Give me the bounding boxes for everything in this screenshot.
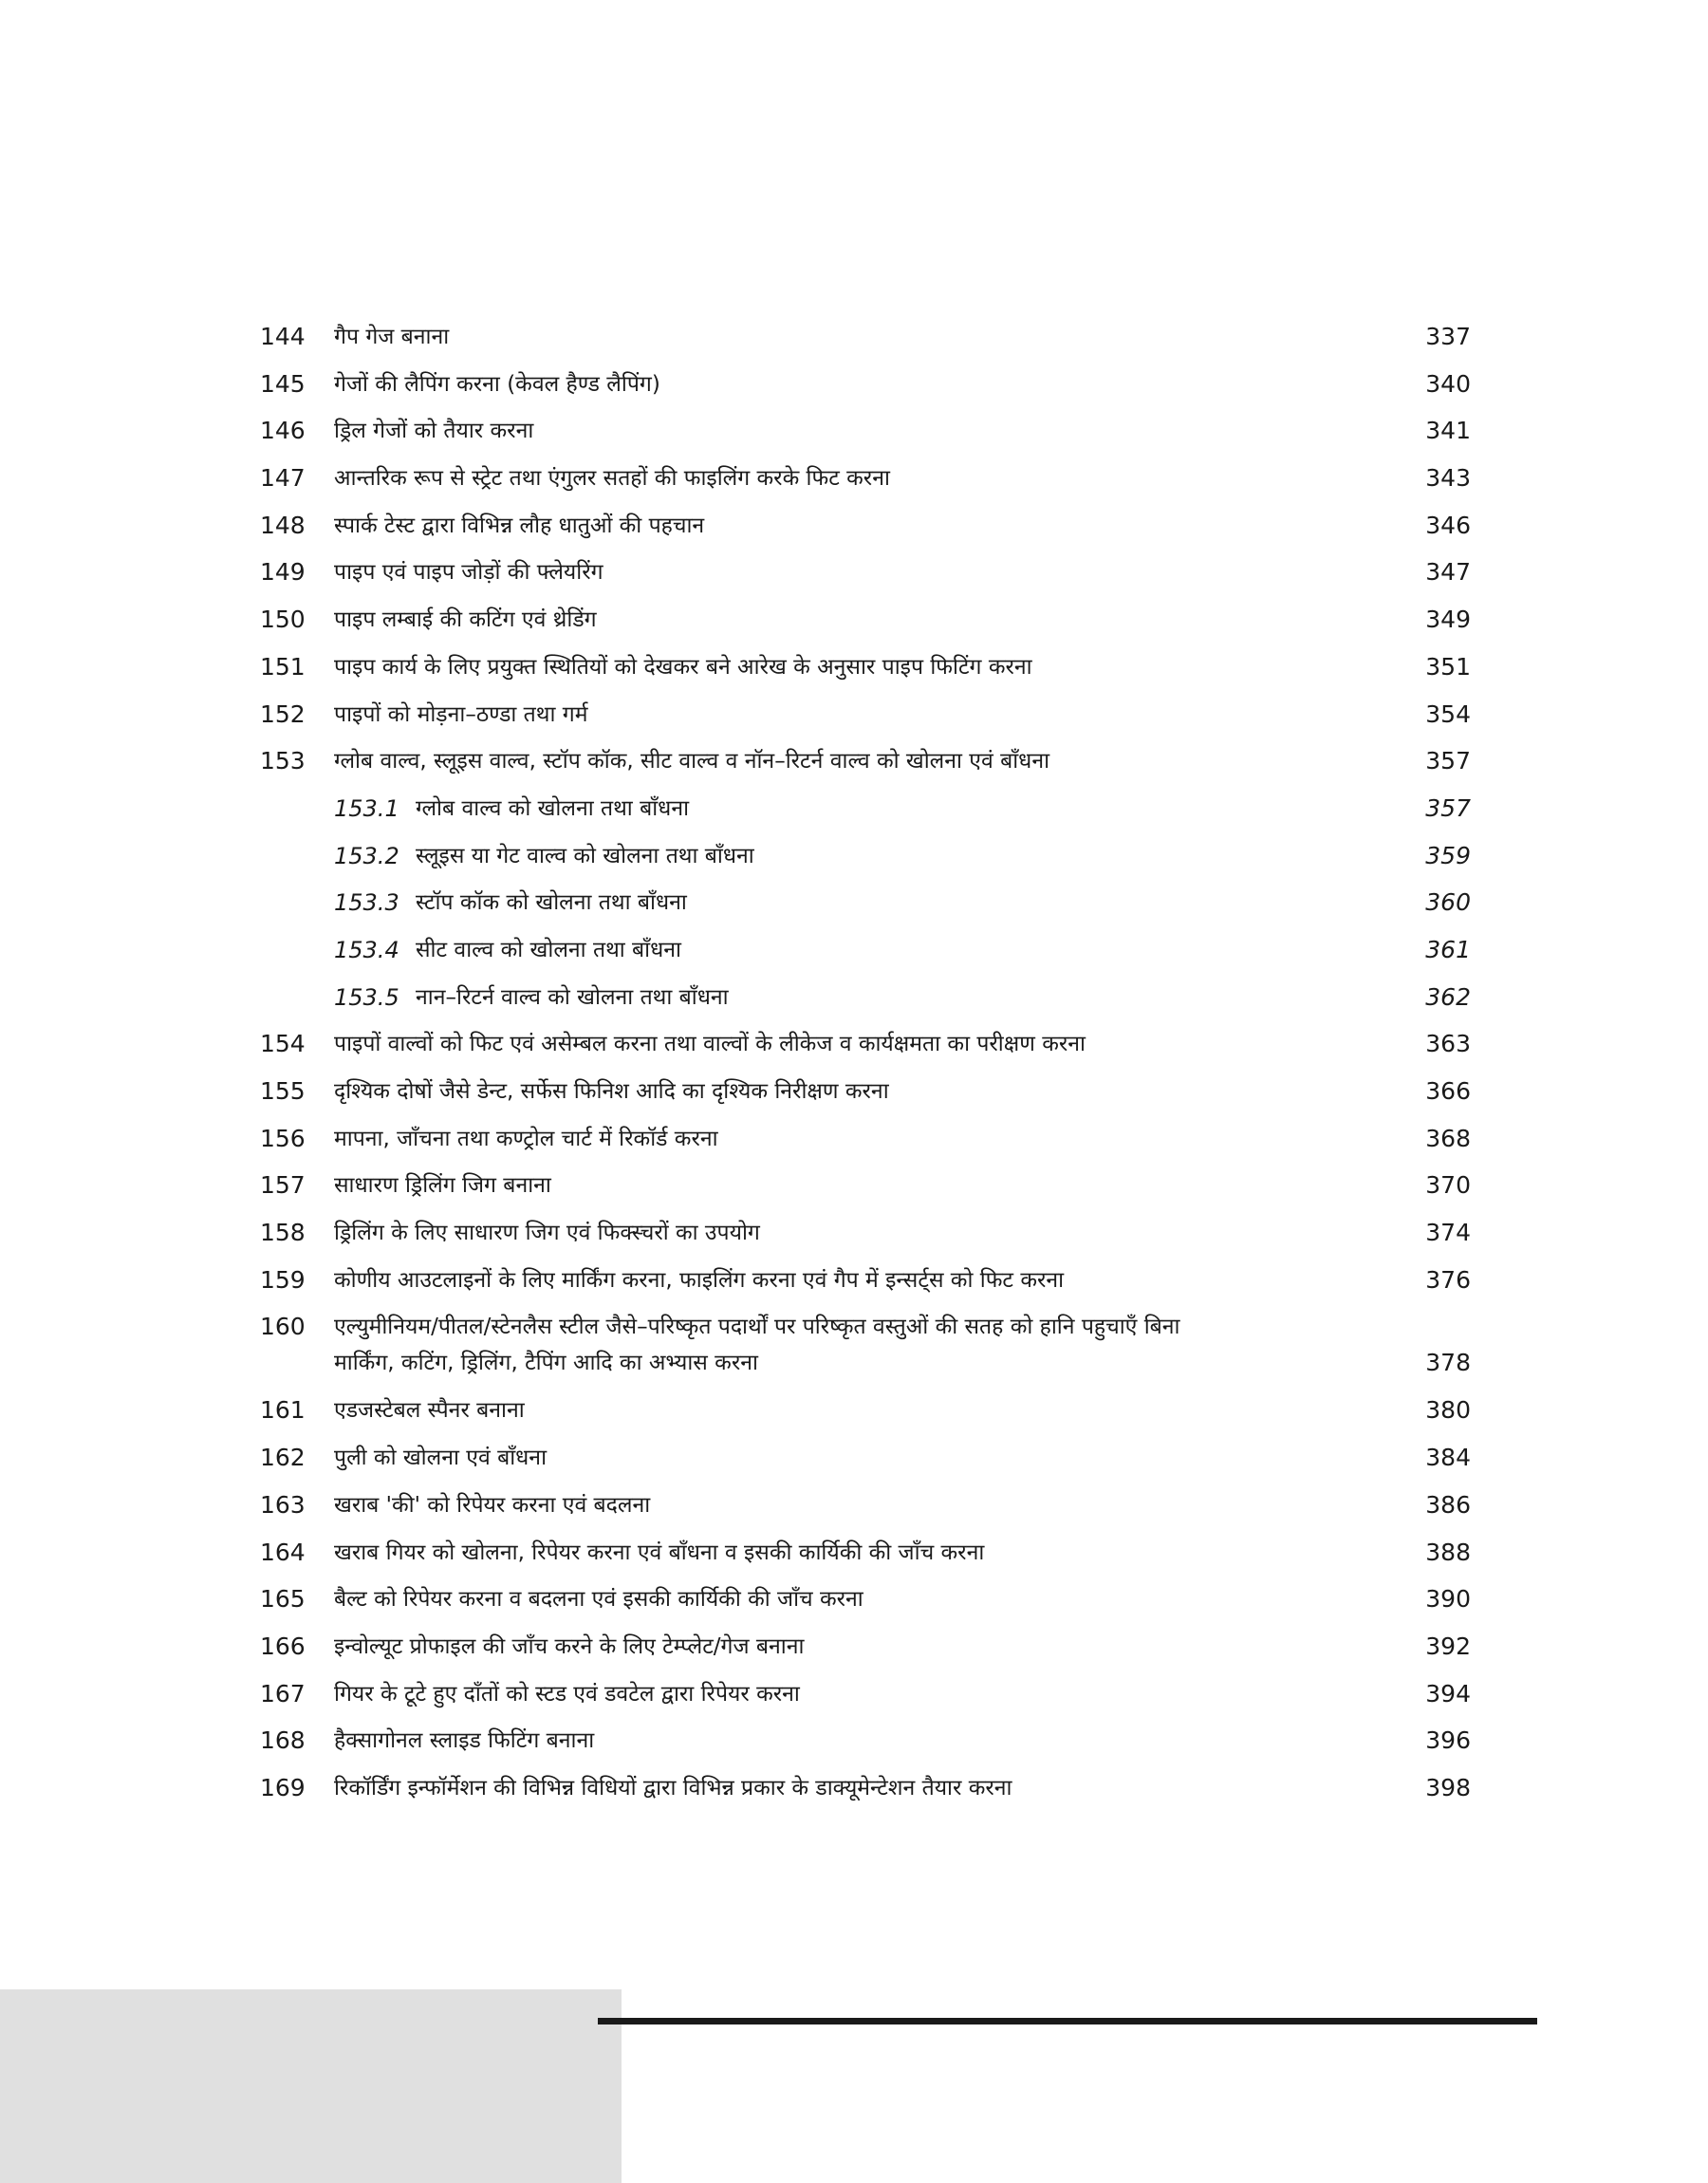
entry-title: पाइप एवं पाइप जोड़ों की फ्लेयरिंग	[334, 560, 603, 586]
footer-rule	[598, 2018, 1537, 2024]
entry-number: 166	[260, 1632, 306, 1660]
entry-number: 144	[260, 323, 306, 350]
entry-page: 380	[1425, 1396, 1471, 1425]
entry-page: 354	[1425, 700, 1471, 728]
entry-title: कोणीय आउटलाइनों के लिए मार्किंग करना, फाइलिंग करना एवं गैप में इन्सर्ट्स को फिट करना	[334, 1267, 1065, 1293]
subentry-title: स्टॉप कॉक को खोलना तथा बाँधना	[416, 890, 687, 916]
subentry-page: 357	[1425, 793, 1471, 822]
entry-page: 368	[1425, 1124, 1471, 1152]
entry-page: 351	[1425, 652, 1471, 681]
subentry-number: 153.5	[334, 983, 399, 1011]
entry-page: 374	[1425, 1219, 1471, 1247]
subentry-title: सीट वाल्व को खोलना तथा बाँधना	[416, 937, 681, 962]
entry-number: 156	[260, 1124, 306, 1152]
entry-title: रिकॉर्डिंग इन्फॉर्मेशन की विभिन्न विधियों द्वारा विभिन्न प्रकार के डाक्यूमेन्टेशन तैयार करना	[334, 1775, 1012, 1801]
toc-entry	[0, 1678, 1708, 1726]
entry-page: 384	[1425, 1444, 1471, 1472]
entry-title: गियर के टूटे हुए दाँतों को स्टड एवं डवटेल द्वारा रिपेयर करना	[334, 1681, 800, 1707]
entry-page: 394	[1425, 1679, 1471, 1707]
toc-entry	[0, 604, 1708, 651]
entry-title: दृश्यिक दोषों जैसे डेन्ट, सर्फेस फिनिश आदि का दृश्यिक निरीक्षण करना	[334, 1079, 889, 1104]
entry-title: हैक्सागोनल स्लाइड फिटिंग बनाना	[334, 1728, 595, 1754]
toc-subentry	[0, 886, 1708, 934]
entry-title: पाइप कार्य के लिए प्रयुक्त स्थितियों को देखकर बने आरेख के अनुसार पाइप फिटिंग करना	[334, 654, 1032, 680]
toc-entry	[0, 1075, 1708, 1123]
entry-number: 163	[260, 1490, 306, 1519]
subentry-number: 153.1	[334, 794, 399, 822]
entry-title: इन्वोल्यूट प्रोफाइल की जाँच करने के लिए टेम्प्लेट/गेज बनाना	[334, 1633, 805, 1659]
toc-entry	[0, 1217, 1708, 1264]
entry-number: 145	[260, 369, 306, 398]
entry-number: 155	[260, 1077, 306, 1105]
entry-title: पाइप लम्बाई की कटिंग एवं थ्रेडिंग	[334, 607, 597, 633]
entry-page: 357	[1425, 747, 1471, 775]
entry-page: 347	[1425, 558, 1471, 587]
entry-title: मापना, जाँचना तथा कण्ट्रोल चार्ट में रिकॉर्ड करना	[334, 1126, 718, 1151]
toc-entry	[0, 1583, 1708, 1631]
toc-entry	[0, 745, 1708, 793]
table-of-contents	[0, 321, 1708, 1819]
toc-entry	[0, 651, 1708, 699]
entry-number: 154	[260, 1030, 306, 1058]
subentry-page: 359	[1425, 841, 1471, 869]
toc-entry	[0, 321, 1708, 368]
toc-entry	[0, 1264, 1708, 1312]
entry-title: पाइपों वाल्वों को फिट एवं असेम्बल करना तथा वाल्वों के लीकेज व कार्यक्षमता का परीक्षण करना	[334, 1032, 1086, 1057]
entry-number: 160	[260, 1313, 306, 1341]
entry-title: आन्तरिक रूप से स्ट्रेट तथा एंगुलर सतहों की फाइलिंग करके फिट करना	[334, 466, 890, 492]
entry-page: 390	[1425, 1585, 1471, 1614]
entry-title: गैप गेज बनाना	[334, 325, 450, 349]
entry-page: 337	[1425, 323, 1471, 350]
entry-title	[334, 1311, 1359, 1379]
entry-number: 152	[260, 700, 306, 728]
entry-number: 161	[260, 1396, 306, 1425]
subentry-number: 153.4	[334, 936, 399, 963]
toc-entry	[0, 1631, 1708, 1678]
entry-page: 376	[1425, 1265, 1471, 1294]
entry-page: 343	[1425, 464, 1471, 493]
entry-number: 157	[260, 1171, 306, 1200]
toc-entry	[0, 1311, 1708, 1394]
entry-title-line2: मार्किंग, कटिंग, ड्रिलिंग, टैपिंग आदि का अभ्यास करना	[334, 1351, 758, 1376]
subentry-number: 153.3	[334, 889, 399, 917]
toc-entry	[0, 1489, 1708, 1537]
toc-entry	[0, 556, 1708, 604]
entry-number: 167	[260, 1679, 306, 1707]
entry-number: 147	[260, 464, 306, 493]
toc-subentry	[0, 981, 1708, 1029]
toc-entry	[0, 1725, 1708, 1772]
subentry-title: नान–रिटर्न वाल्व को खोलना तथा बाँधना	[416, 984, 729, 1010]
entry-title: ड्रिल गेजों को तैयार करना	[334, 419, 534, 444]
entry-page: 370	[1425, 1171, 1471, 1200]
toc-entry	[0, 368, 1708, 416]
entry-title: साधारण ड्रिलिंग जिग बनाना	[334, 1173, 551, 1199]
entry-number: 150	[260, 606, 306, 634]
entry-title: एडजस्टेबल स्पैनर बनाना	[334, 1398, 525, 1424]
entry-number: 151	[260, 652, 306, 681]
subentry-page: 361	[1425, 935, 1471, 963]
entry-page: 341	[1425, 417, 1471, 445]
entry-page: 378	[1425, 1349, 1471, 1377]
toc-subentry	[0, 793, 1708, 840]
entry-title: पुली को खोलना एवं बाँधना	[334, 1446, 548, 1471]
entry-number: 149	[260, 558, 306, 587]
toc-entry	[0, 1442, 1708, 1489]
toc-entry	[0, 1123, 1708, 1170]
toc-entry	[0, 1169, 1708, 1217]
footer-grey-block	[0, 1989, 622, 2183]
entry-page: 363	[1425, 1030, 1471, 1058]
entry-page: 392	[1425, 1632, 1471, 1660]
entry-number: 159	[260, 1265, 306, 1294]
toc-subentry	[0, 934, 1708, 981]
entry-title: ग्लोब वाल्व, स्लूइस वाल्व, स्टॉप कॉक, सीट वाल्व व नॉन–रिटर्न वाल्व को खोलना एवं बाँधना	[334, 749, 1050, 774]
entry-page: 396	[1425, 1726, 1471, 1755]
toc-entry	[0, 699, 1708, 746]
entry-number: 162	[260, 1444, 306, 1472]
toc-entry	[0, 510, 1708, 557]
entry-page: 386	[1425, 1490, 1471, 1519]
entry-number: 153	[260, 747, 306, 775]
entry-title: बैल्ट को रिपेयर करना व बदलना एवं इसकी कार्यिकी की जाँच करना	[334, 1587, 863, 1613]
entry-page: 346	[1425, 511, 1471, 539]
subentry-title: ग्लोब वाल्व को खोलना तथा बाँधना	[416, 795, 690, 821]
entry-page: 388	[1425, 1538, 1471, 1566]
subentry-page: 360	[1425, 888, 1471, 917]
toc-entry	[0, 1537, 1708, 1584]
entry-title: पाइपों को मोड़ना–ठण्डा तथा गर्म	[334, 701, 588, 727]
toc-entry	[0, 1394, 1708, 1442]
entry-page: 398	[1425, 1773, 1471, 1801]
entry-page: 349	[1425, 606, 1471, 634]
entry-title-line1: एल्युमीनियम/पीतल/स्टेनलैस स्टील जैसे–परिष्कृत पदार्थों पर परिष्कृत वस्तुओं की सतह को हानि पहुचाएँ बिना	[334, 1315, 1180, 1340]
subentry-title: स्लूइस या गेट वाल्व को खोलना तथा बाँधना	[416, 843, 754, 868]
entry-number: 148	[260, 511, 306, 539]
subentry-page: 362	[1425, 982, 1471, 1011]
entry-title: ड्रिलिंग के लिए साधारण जिग एवं फिक्स्चरों का उपयोग	[334, 1221, 760, 1246]
entry-title: खराब गियर को खोलना, रिपेयर करना एवं बाँधना व इसकी कार्यिकी की जाँच करना	[334, 1539, 985, 1565]
entry-number: 169	[260, 1773, 306, 1801]
entry-number: 165	[260, 1585, 306, 1614]
entry-number: 168	[260, 1726, 306, 1755]
entry-title: खराब 'की' को रिपेयर करना एवं बदलना	[334, 1492, 651, 1518]
toc-entry	[0, 415, 1708, 462]
entry-page: 366	[1425, 1077, 1471, 1105]
toc-entry	[0, 1028, 1708, 1075]
toc-entry	[0, 1772, 1708, 1819]
entry-title: गेजों की लैपिंग करना (केवल हैण्ड लैपिंग)	[334, 371, 660, 397]
toc-entry	[0, 462, 1708, 510]
entry-number: 158	[260, 1219, 306, 1247]
entry-number: 146	[260, 417, 306, 445]
entry-title: स्पार्क टेस्ट द्वारा विभिन्न लौह धातुओं की पहचान	[334, 513, 705, 538]
subentry-number: 153.2	[334, 842, 399, 869]
entry-number: 164	[260, 1538, 306, 1566]
toc-subentry	[0, 840, 1708, 887]
entry-page: 340	[1425, 369, 1471, 398]
